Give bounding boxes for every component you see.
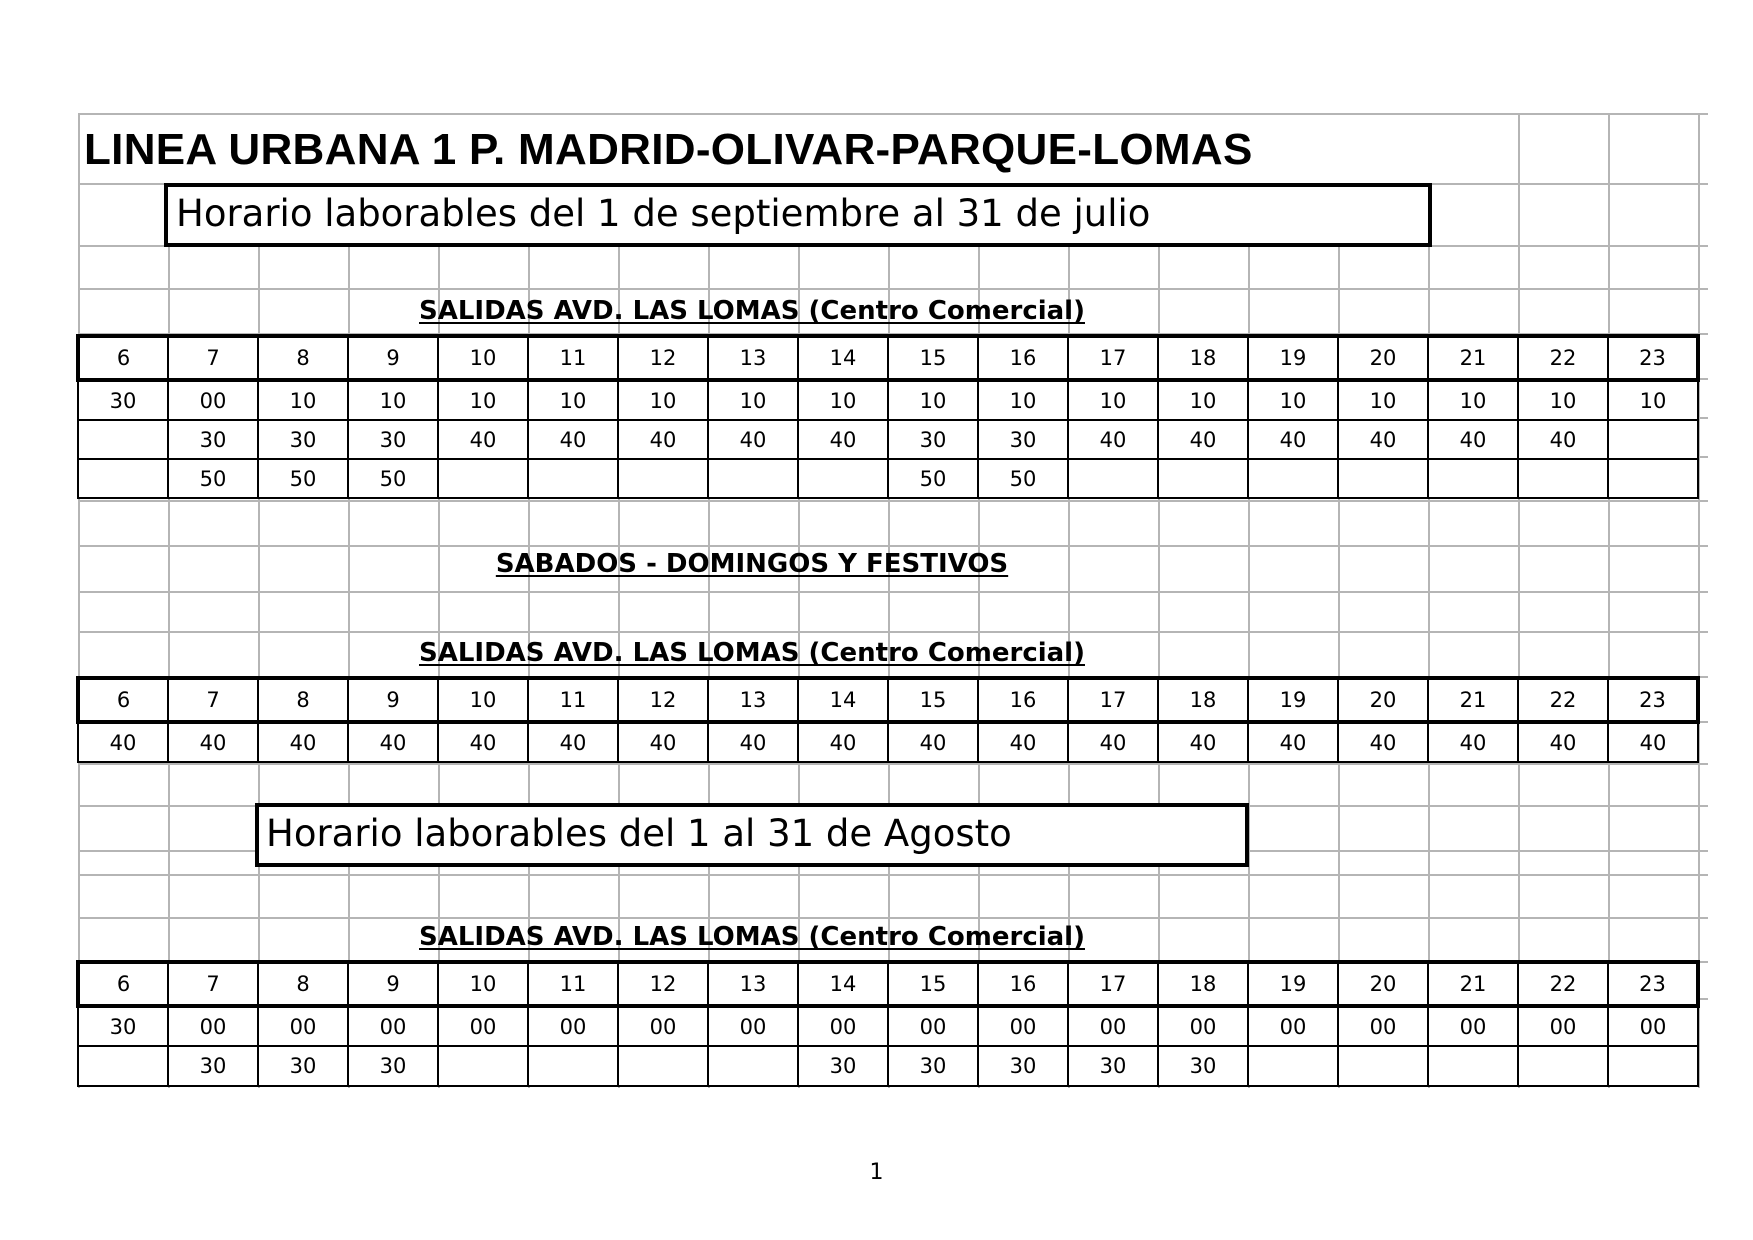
minute-cell: 10: [1608, 380, 1698, 420]
minute-cell: 00: [978, 1006, 1068, 1046]
minute-cell: 30: [888, 1046, 978, 1086]
minute-cell: 00: [888, 1006, 978, 1046]
minute-cell: 40: [618, 420, 708, 459]
hour-cell: 12: [618, 336, 708, 380]
hour-cell: 14: [798, 336, 888, 380]
schedule-heading-1: Horario laborables del 1 de septiembre al 31 de julio: [176, 192, 1151, 235]
timetable-weekdays: [76, 334, 1700, 499]
minute-cell: [618, 1046, 708, 1086]
minute-cell: 00: [708, 1006, 798, 1046]
minute-cell: 10: [708, 380, 798, 420]
schedule-heading-3: Horario laborables del 1 al 31 de Agosto: [266, 812, 1012, 855]
hour-cell: 7: [168, 962, 258, 1006]
section-1-subheading: SALIDAS AVD. LAS LOMAS (Centro Comercial): [419, 296, 1085, 326]
page-number: 1: [869, 1160, 884, 1185]
hour-cell: 18: [1158, 962, 1248, 1006]
hour-cell: 17: [1068, 962, 1158, 1006]
minute-cell: 40: [1158, 420, 1248, 459]
hour-cell: 15: [888, 962, 978, 1006]
hour-cell: 15: [888, 678, 978, 722]
hour-cell: 23: [1608, 962, 1698, 1006]
hour-cell: 13: [708, 962, 798, 1006]
minute-cell: 40: [1428, 722, 1518, 762]
hour-cell: 17: [1068, 336, 1158, 380]
timetable-weekends: [76, 676, 1700, 763]
minutes-row: [78, 380, 1698, 420]
hour-header-row: [78, 962, 1698, 1006]
minute-cell: 10: [1428, 380, 1518, 420]
hour-cell: 12: [618, 678, 708, 722]
minute-cell: 30: [258, 420, 348, 459]
hour-cell: 7: [168, 336, 258, 380]
minute-cell: 30: [258, 1046, 348, 1086]
hour-header-row: [78, 678, 1698, 722]
minutes-row: [78, 459, 1698, 498]
hour-cell: 11: [528, 336, 618, 380]
hour-cell: 8: [258, 678, 348, 722]
minute-cell: 10: [1518, 380, 1608, 420]
minute-cell: 30: [1158, 1046, 1248, 1086]
minute-cell: [1518, 1046, 1608, 1086]
minute-cell: 40: [1338, 420, 1428, 459]
minute-cell: 40: [1518, 722, 1608, 762]
minute-cell: 40: [708, 722, 798, 762]
minute-cell: 10: [618, 380, 708, 420]
hour-cell: 10: [438, 962, 528, 1006]
minutes-row: [78, 722, 1698, 762]
minute-cell: [1248, 459, 1338, 498]
hour-cell: 14: [798, 962, 888, 1006]
minute-cell: 30: [348, 1046, 438, 1086]
minute-cell: 40: [1338, 722, 1428, 762]
minute-cell: 50: [978, 459, 1068, 498]
hour-cell: 11: [528, 678, 618, 722]
minute-cell: 40: [1158, 722, 1248, 762]
minute-cell: 00: [618, 1006, 708, 1046]
hour-cell: 8: [258, 962, 348, 1006]
hour-cell: 6: [78, 962, 168, 1006]
minute-cell: 10: [1068, 380, 1158, 420]
hour-cell: 20: [1338, 336, 1428, 380]
minute-cell: 40: [798, 722, 888, 762]
hour-cell: 18: [1158, 336, 1248, 380]
minute-cell: 50: [168, 459, 258, 498]
minute-cell: 40: [798, 420, 888, 459]
hour-cell: 9: [348, 678, 438, 722]
hour-cell: 22: [1518, 678, 1608, 722]
minute-cell: 40: [528, 420, 618, 459]
hour-cell: 6: [78, 336, 168, 380]
hour-cell: 12: [618, 962, 708, 1006]
hour-cell: 13: [708, 336, 798, 380]
minute-cell: 40: [1518, 420, 1608, 459]
minute-cell: [1338, 459, 1428, 498]
hour-cell: 22: [1518, 336, 1608, 380]
minute-cell: 40: [438, 420, 528, 459]
minute-cell: [618, 459, 708, 498]
hour-cell: 21: [1428, 336, 1518, 380]
minute-cell: 30: [168, 1046, 258, 1086]
page-title: LINEA URBANA 1 P. MADRID-OLIVAR-PARQUE-LOMAS: [84, 125, 1253, 174]
hour-header-row: [78, 336, 1698, 380]
section-2-heading: SABADOS - DOMINGOS Y FESTIVOS: [495, 549, 1009, 579]
minute-cell: [798, 459, 888, 498]
minutes-row: [78, 1006, 1698, 1046]
minute-cell: 00: [348, 1006, 438, 1046]
minute-cell: 40: [888, 722, 978, 762]
minute-cell: [1248, 1046, 1338, 1086]
minute-cell: 30: [888, 420, 978, 459]
minute-cell: [528, 459, 618, 498]
minute-cell: [438, 1046, 528, 1086]
minute-cell: 40: [528, 722, 618, 762]
minute-cell: 00: [168, 380, 258, 420]
hour-cell: 20: [1338, 678, 1428, 722]
minute-cell: 40: [438, 722, 528, 762]
minute-cell: 10: [528, 380, 618, 420]
minute-cell: 40: [348, 722, 438, 762]
minute-cell: [438, 459, 528, 498]
minute-cell: [528, 1046, 618, 1086]
hour-cell: 14: [798, 678, 888, 722]
minute-cell: 30: [798, 1046, 888, 1086]
minutes-row: [78, 1046, 1698, 1086]
minute-cell: 10: [438, 380, 528, 420]
minute-cell: [1068, 459, 1158, 498]
hour-cell: 16: [978, 962, 1068, 1006]
hour-cell: 19: [1248, 962, 1338, 1006]
minute-cell: 50: [348, 459, 438, 498]
minute-cell: 00: [258, 1006, 348, 1046]
minute-cell: 40: [1068, 722, 1158, 762]
minute-cell: 30: [78, 380, 168, 420]
hour-cell: 9: [348, 336, 438, 380]
hour-cell: 21: [1428, 678, 1518, 722]
hour-cell: 10: [438, 678, 528, 722]
minute-cell: 40: [1068, 420, 1158, 459]
minute-cell: [1518, 459, 1608, 498]
minute-cell: 30: [978, 1046, 1068, 1086]
section-3-subheading: SALIDAS AVD. LAS LOMAS (Centro Comercial): [419, 922, 1085, 952]
minute-cell: 40: [978, 722, 1068, 762]
minute-cell: 00: [1518, 1006, 1608, 1046]
minute-cell: 00: [438, 1006, 528, 1046]
hour-cell: 23: [1608, 678, 1698, 722]
minute-cell: 10: [1158, 380, 1248, 420]
hour-cell: 16: [978, 678, 1068, 722]
minute-cell: 40: [1428, 420, 1518, 459]
hour-cell: 6: [78, 678, 168, 722]
minute-cell: 10: [258, 380, 348, 420]
hour-cell: 7: [168, 678, 258, 722]
minute-cell: 40: [168, 722, 258, 762]
minute-cell: [1608, 420, 1698, 459]
hour-cell: 8: [258, 336, 348, 380]
minute-cell: [78, 420, 168, 459]
minute-cell: [78, 459, 168, 498]
minute-cell: 40: [1248, 420, 1338, 459]
hour-cell: 11: [528, 962, 618, 1006]
hour-cell: 13: [708, 678, 798, 722]
hour-cell: 10: [438, 336, 528, 380]
minute-cell: 10: [1338, 380, 1428, 420]
section-2-subheading: SALIDAS AVD. LAS LOMAS (Centro Comercial): [419, 638, 1085, 668]
minute-cell: [1608, 459, 1698, 498]
minute-cell: [1338, 1046, 1428, 1086]
hour-cell: 22: [1518, 962, 1608, 1006]
hour-cell: 21: [1428, 962, 1518, 1006]
minute-cell: 10: [888, 380, 978, 420]
minute-cell: 00: [168, 1006, 258, 1046]
minute-cell: [708, 459, 798, 498]
minute-cell: 30: [168, 420, 258, 459]
minute-cell: [1428, 459, 1518, 498]
hour-cell: 18: [1158, 678, 1248, 722]
hour-cell: 19: [1248, 336, 1338, 380]
minute-cell: 40: [1608, 722, 1698, 762]
hour-cell: 9: [348, 962, 438, 1006]
minute-cell: 00: [1338, 1006, 1428, 1046]
minute-cell: 40: [78, 722, 168, 762]
minute-cell: 00: [1248, 1006, 1338, 1046]
minutes-row: [78, 420, 1698, 459]
minute-cell: 30: [1068, 1046, 1158, 1086]
minute-cell: 00: [528, 1006, 618, 1046]
minute-cell: 40: [258, 722, 348, 762]
minute-cell: 30: [348, 420, 438, 459]
minute-cell: [1428, 1046, 1518, 1086]
minute-cell: 40: [708, 420, 798, 459]
minute-cell: [1608, 1046, 1698, 1086]
minute-cell: [708, 1046, 798, 1086]
minute-cell: 50: [258, 459, 348, 498]
minute-cell: 10: [348, 380, 438, 420]
minute-cell: 40: [1248, 722, 1338, 762]
minute-cell: [78, 1046, 168, 1086]
minute-cell: 10: [1248, 380, 1338, 420]
minute-cell: 00: [1068, 1006, 1158, 1046]
minute-cell: 40: [618, 722, 708, 762]
hour-cell: 23: [1608, 336, 1698, 380]
hour-cell: 19: [1248, 678, 1338, 722]
hour-cell: 15: [888, 336, 978, 380]
minute-cell: 30: [78, 1006, 168, 1046]
timetable-august: [76, 960, 1700, 1087]
minute-cell: 50: [888, 459, 978, 498]
minute-cell: [1158, 459, 1248, 498]
hour-cell: 17: [1068, 678, 1158, 722]
minute-cell: 00: [1428, 1006, 1518, 1046]
hour-cell: 20: [1338, 962, 1428, 1006]
minute-cell: 10: [978, 380, 1068, 420]
minute-cell: 10: [798, 380, 888, 420]
minute-cell: 00: [1158, 1006, 1248, 1046]
minute-cell: 00: [798, 1006, 888, 1046]
minute-cell: 00: [1608, 1006, 1698, 1046]
hour-cell: 16: [978, 336, 1068, 380]
minute-cell: 30: [978, 420, 1068, 459]
